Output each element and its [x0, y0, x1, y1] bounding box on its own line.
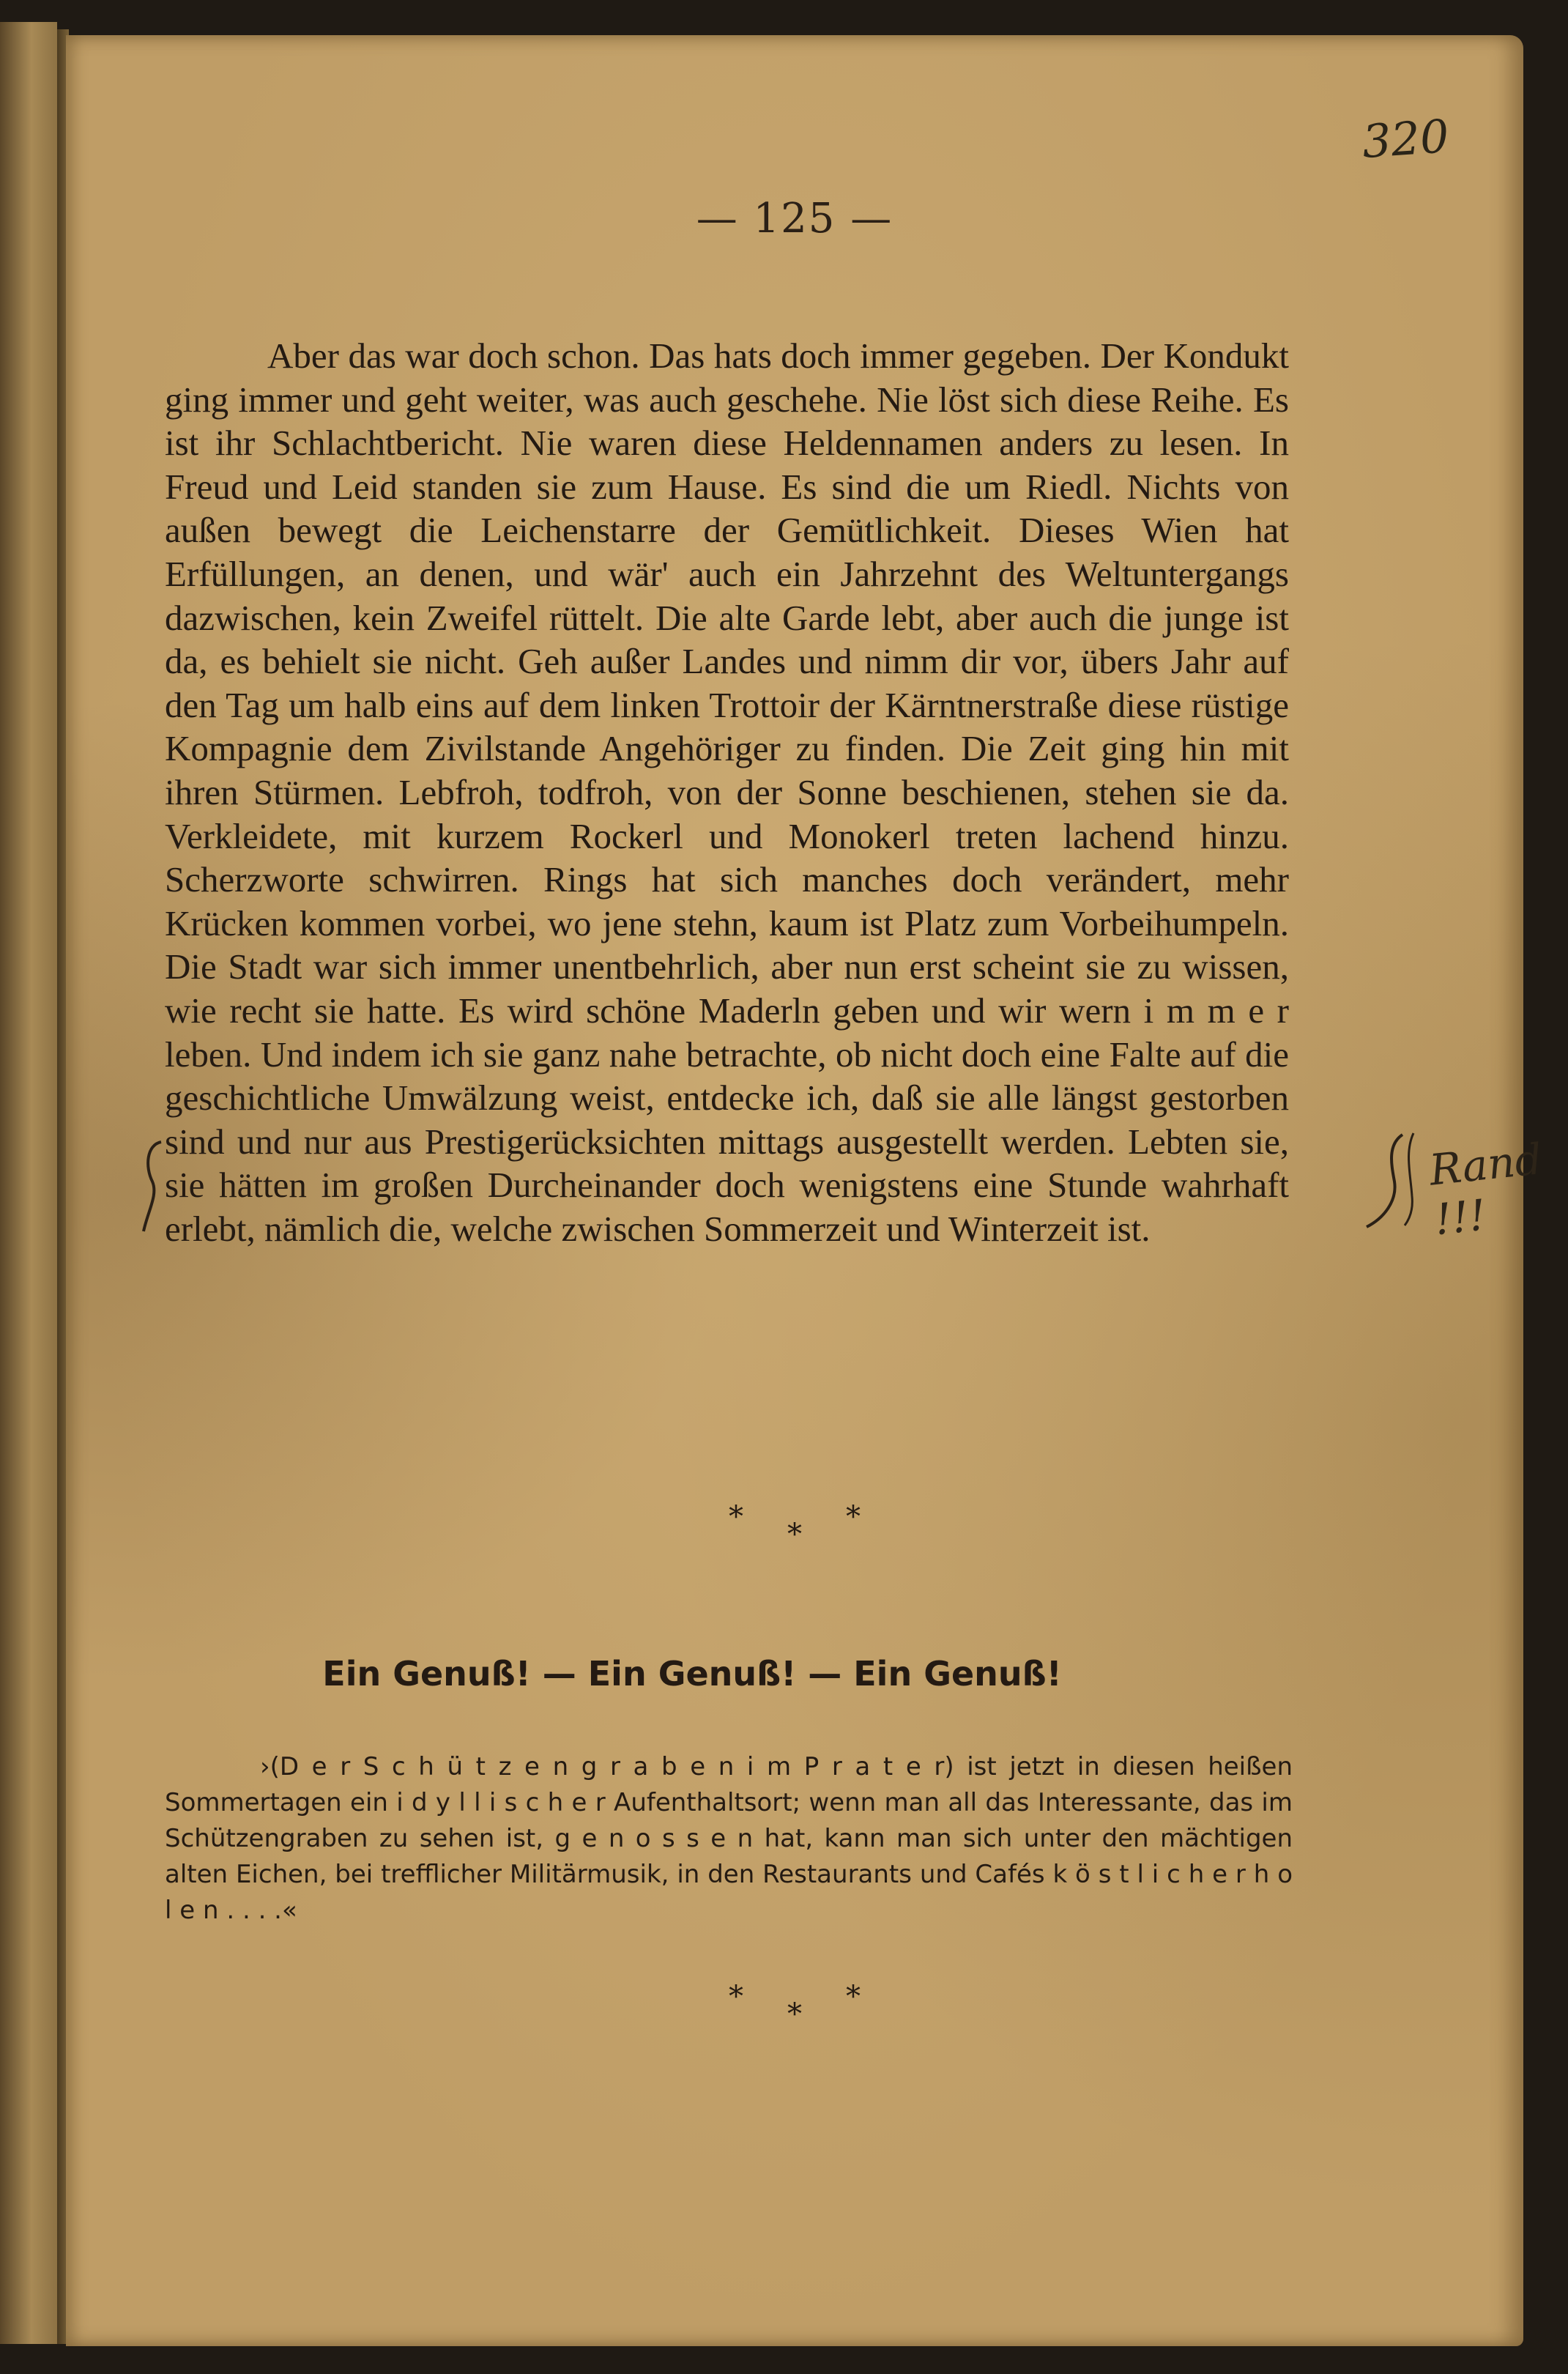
archive-page-number: 320: [1360, 108, 1451, 169]
page-number: — 125 —: [696, 195, 893, 242]
section-heading: Ein Genuß! — Ein Genuß! — Ein Genuß!: [322, 1654, 1062, 1694]
pencil-bracket-mark: [139, 1138, 168, 1240]
quote-text: ›(D e r S c h ü t z e n g r a b e n i m P r a t e r) ist jetzt in diesen heißen Sommertagen ein i d y l l i s c h e r Aufenthaltsort; wenn man all das Interessante, das im Schützengraben zu sehen ist, g e n o s s e n hat, kann man sich unter den mächtigen alten Eichen, bei trefflicher Militärmusik, in den Restaurants und Cafés k ö s t l i c h e r h o l e n . . . .«: [165, 1752, 1293, 1925]
book-page: [66, 35, 1545, 2346]
handwritten-bracket-mark: [1362, 1130, 1428, 1233]
margin-note-text: Rand !!!: [1427, 1133, 1545, 1245]
body-text: [165, 334, 1289, 1250]
section-separator: ***: [729, 1500, 861, 1551]
left-facing-page-edge: [0, 22, 57, 2344]
handwritten-margin-note: [1362, 1130, 1568, 1245]
body-paragraph: Aber das war doch schon. Das hats doch immer gegeben. Der Kondukt ging immer und geht weiter, was auch geschehe. Nie löst sich diese Reihe. Es ist ihr Schlachtbericht. Nie waren diese Heldennamen anders zu lesen. In Freud und Leid standen sie zum Hause. Es sind die um Riedl. Nichts von außen bewegt die Leichenstarre der Gemütlichkeit. Dieses Wien hat Erfüllungen, an denen, und wär' auch ein Jahrzehnt des Weltuntergangs dazwischen, kein Zweifel rüttelt. Die alte Garde lebt, aber auch die junge ist da, es behielt sie nicht. Geh außer Landes und nimm dir vor, übers Jahr auf den Tag um halb eins auf dem linken Trottoir der Kärntnerstraße diese rüstige Kompagnie dem Zivilstande Angehöriger zu finden. Die Zeit ging hin mit ihren Stürmen. Lebfroh, todfroh, von der Sonne beschienen, stehen sie da. Verkleidete, mit kurzem Rockerl und Monokerl treten lachend hinzu. Scherzworte schwirren. Rings hat sich manches doch verändert, mehr Krücken kommen vorbei, wo jene stehn, kaum ist Platz zum Vorbeihumpeln. Die Stadt war sich immer unentbehrlich, aber nun erst scheint sie zu wissen, wie recht sie hatte. Es wird schöne Maderln geben und wir wern i m m e r leben. Und indem ich sie ganz nahe betrachte, ob nicht doch eine Falte auf die geschichtliche Umwälzung weist, entdecke ich, daß sie alle längst gestorben sind und nur aus Prestigerücksichten mittags ausgestellt werden. Lebten sie, sie hätten im großen Durcheinander doch wenigstens eine Stunde wahrhaft erlebt, nämlich die, welche zwischen Sommerzeit und Winterzeit ist.: [165, 335, 1289, 1249]
section-separator-bottom: ***: [729, 1980, 861, 2031]
quoted-passage: [165, 1749, 1293, 1929]
